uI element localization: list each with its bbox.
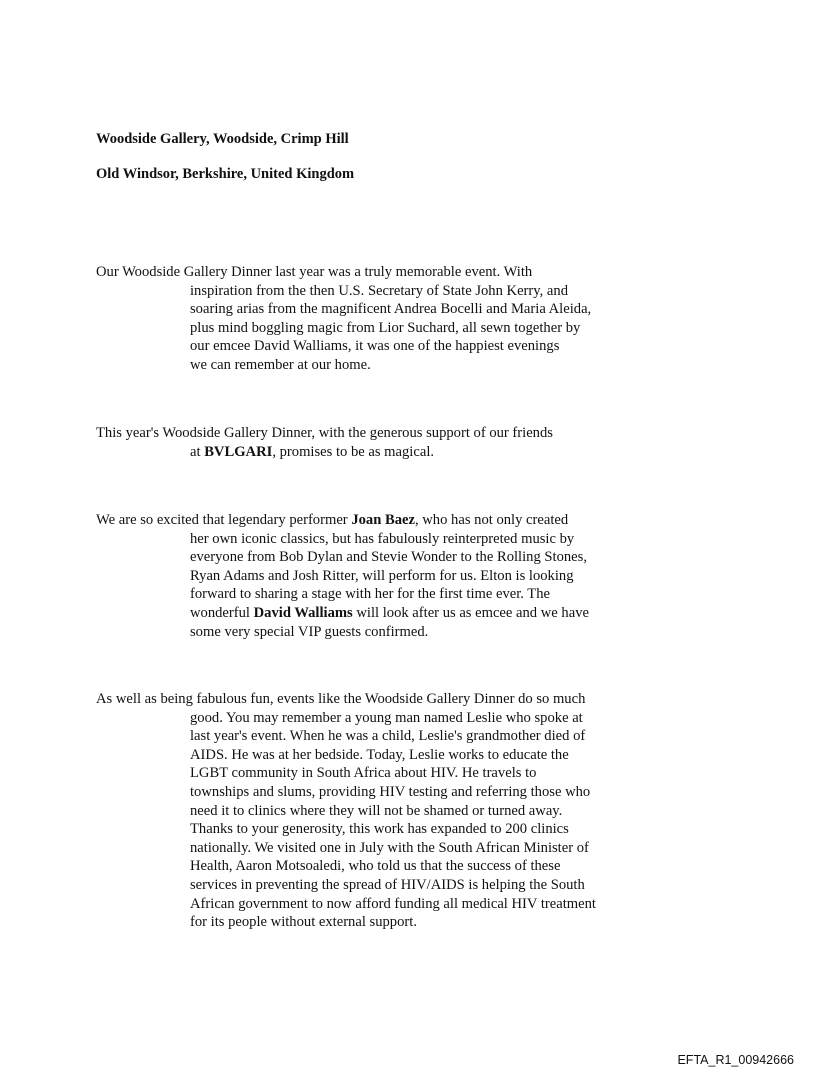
text-line: Our Woodside Gallery Dinner last year was a truly memorable event. With [96,264,533,280]
text-line: last year's event. When he was a child, Leslie's grandmother died of [190,728,586,745]
paragraph-performer [96,511,589,641]
text-line: Health, Aaron Motsoaledi, who told us that the success of these [190,858,561,875]
text-line: inspiration from the then U.S. Secretary of State John Kerry, and [190,282,568,299]
text-line: some very special VIP guests confirmed. [190,623,429,640]
paragraph-this-year [96,424,553,461]
text-line: good. You may remember a young man named Leslie who spoke at [190,709,583,726]
text-fragment: will look after us as emcee and we have [352,604,589,621]
performer-name: Joan Baez [351,512,415,528]
emcee-name: David Walliams [253,604,353,621]
text-line: This year's Woodside Gallery Dinner, with the generous support of our friends [96,425,553,441]
text-line: soaring arias from the magnificent Andrea Bocelli and Maria Aleida, [190,301,592,318]
text-fragment: , promises to be as magical. [272,443,435,460]
text-line: townships and slums, providing HIV testing and referring those who [190,783,591,800]
text-line: As well as being fabulous fun, events like the Woodside Gallery Dinner do so much [96,691,586,707]
text-fragment: We are so excited that legendary performer [96,512,352,528]
text-line: forward to sharing a stage with her for the first time ever. The [190,586,550,603]
text-line: nationally. We visited one in July with the South African Minister of [190,839,589,856]
text-line: Ryan Adams and Josh Ritter, will perform for us. Elton is looking [190,567,574,584]
text-line [96,604,589,623]
text-line: plus mind boggling magic from Lior Suchard, all sewn together by [190,319,581,336]
sponsor-name: BVLGARI [204,443,273,460]
text-fragment: at [190,443,205,460]
paragraph-last-year [96,263,591,375]
text-line: her own iconic classics, but has fabulously reinterpreted music by [190,530,575,547]
text-line [96,511,589,530]
text-line: we can remember at our home. [190,356,371,373]
text-line: need it to clinics where they will not be shamed or turned away. [190,802,563,819]
paragraph-impact [96,690,596,932]
venue-location: Old Windsor, Berkshire, United Kingdom [96,166,355,182]
text-fragment: wonderful [190,604,254,621]
text-line: African government to now afford funding all medical HIV treatment [190,895,596,912]
text-line [96,443,553,462]
text-fragment: , who has not only created [414,512,569,528]
text-line: for its people without external support. [190,914,417,931]
text-line: AIDS. He was at her bedside. Today, Leslie works to educate the [190,746,569,763]
text-line: our emcee David Walliams, it was one of the happiest evenings [190,338,560,355]
text-line: Thanks to your generosity, this work has expanded to 200 clinics [190,821,569,838]
text-line: LGBT community in South Africa about HIV. He travels to [190,765,537,782]
text-line: everyone from Bob Dylan and Stevie Wonder to the Rolling Stones, [190,549,587,566]
document-id-footer: EFTA_R1_00942666 [677,1053,794,1067]
venue-name: Woodside Gallery, Woodside, Crimp Hill [96,131,349,147]
text-line: services in preventing the spread of HIV/AIDS is helping the South [190,876,585,893]
